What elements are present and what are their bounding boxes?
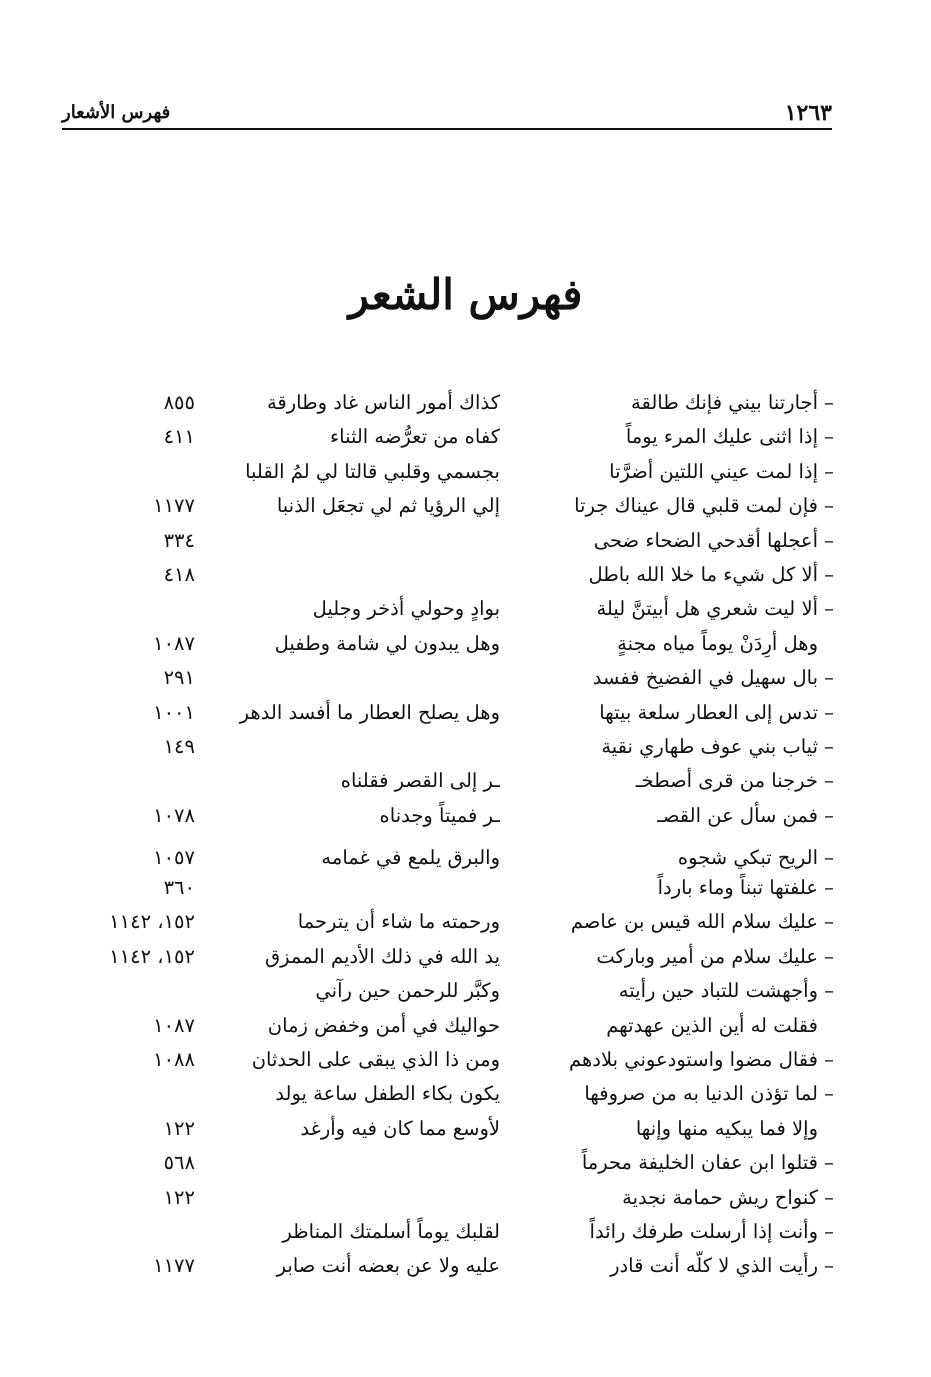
- second-hemistich: وكبَّر للرحمن حين رآني: [315, 979, 500, 1003]
- page-reference: ١١٧٧: [153, 494, 195, 518]
- first-hemistich: عليك سلام الله قيس بن عاصم: [570, 910, 818, 934]
- page-reference: [70, 594, 195, 624]
- second-hemistich: ورحمته ما شاء أن يترحما: [297, 910, 500, 934]
- row-dash: –: [824, 459, 834, 483]
- page-reference: ١٥٢، ١١٤٢: [109, 944, 195, 968]
- second-hemistich: كذاك أمور الناس غاد وطارقة: [266, 391, 500, 414]
- list-item: [0, 1114, 931, 1144]
- second-hemistich: يكون بكاء الطفل ساعة يولد: [275, 1082, 500, 1106]
- row-dash: –: [824, 391, 834, 414]
- first-hemistich: وهل أرِدَنْ يوماً مياه مجنةٍ: [617, 631, 818, 655]
- row-dash: –: [824, 846, 834, 869]
- page-reference: ٣٦٠: [163, 876, 195, 899]
- list-item: [0, 976, 931, 1006]
- row-dash: –: [824, 803, 834, 827]
- list-item: [0, 801, 931, 831]
- list-item: [0, 843, 931, 873]
- row-dash: –: [824, 1082, 834, 1106]
- list-item: [0, 907, 931, 937]
- list-item: [0, 766, 931, 796]
- list-item: [0, 732, 931, 762]
- second-hemistich: كفاه من تعرُّضه الثناء: [329, 425, 500, 449]
- first-hemistich: أجارتنا بيني فإنك طالقة: [631, 391, 818, 414]
- page-reference: ٢٩١: [163, 666, 195, 690]
- second-hemistich: ـر فميتاً وجدناه: [379, 803, 500, 827]
- page-reference: ٤١١: [163, 425, 195, 449]
- second-hemistich: لقلبك يوماً أسلمتك المناظر: [282, 1220, 500, 1243]
- row-dash: –: [824, 666, 834, 690]
- list-item: [0, 1011, 931, 1041]
- row-dash: [818, 629, 840, 659]
- list-item: [0, 1045, 931, 1075]
- page-reference: ٣٣٤: [163, 528, 195, 552]
- list-item: [0, 422, 931, 452]
- page-reference: ١٢٢: [163, 1185, 195, 1209]
- first-hemistich: خرجنا من قرى أصطخـ: [635, 769, 818, 793]
- row-dash: –: [824, 1254, 834, 1278]
- list-item: [0, 491, 931, 521]
- second-hemistich: لأوسع مما كان فيه وأرغد: [300, 1116, 500, 1140]
- first-hemistich: ثياب بني عوف طهاري نقية: [601, 735, 818, 758]
- second-hemistich: يد الله في ذلك الأديم الممزق: [265, 944, 500, 968]
- row-dash: –: [824, 528, 834, 552]
- second-hemistich: [215, 1148, 500, 1178]
- second-hemistich: بوادٍ وحولي أذخر وجليل: [312, 597, 500, 621]
- second-hemistich: إلي الرؤيا ثم لي تجعَل الذنبا: [276, 494, 500, 518]
- page-reference: ١١٧٧: [153, 1254, 195, 1278]
- first-hemistich: كنواح ريش حمامة نجدية: [622, 1185, 818, 1209]
- first-hemistich: لما تؤذن الدنيا به من صروفها: [584, 1082, 818, 1106]
- page-reference: ٤١٨: [163, 563, 195, 586]
- row-dash: –: [824, 425, 834, 449]
- list-item: [0, 1079, 931, 1109]
- page-reference: ١٢٢: [163, 1116, 195, 1140]
- page-reference: ٨٥٥: [163, 391, 195, 414]
- row-dash: –: [824, 1048, 834, 1071]
- first-hemistich: وإلا فما يبكيه منها وإنها: [635, 1116, 818, 1140]
- first-hemistich: تدس إلى العطار سلعة بيتها: [599, 700, 818, 724]
- list-item: [0, 1251, 931, 1281]
- list-item: [0, 560, 931, 590]
- page-reference: ١٠٨٨: [153, 1048, 195, 1071]
- row-dash: [818, 1011, 840, 1041]
- second-hemistich: [215, 526, 500, 556]
- list-item: [0, 873, 931, 903]
- first-hemistich: علفتها تبناً وماء بارداً: [657, 876, 818, 899]
- first-hemistich: ألا ليت شعري هل أبيتنَّ ليلة: [596, 597, 818, 621]
- page-number: ١٢٦٣: [784, 100, 832, 126]
- row-dash: –: [824, 494, 834, 518]
- row-dash: –: [824, 1220, 834, 1243]
- page-reference: ١٠٨٧: [153, 631, 195, 655]
- first-hemistich: الريح تبكي شجوه: [677, 846, 818, 869]
- second-hemistich: [215, 732, 500, 762]
- row-dash: –: [824, 597, 834, 621]
- page-reference: [70, 976, 195, 1006]
- second-hemistich: [215, 663, 500, 693]
- row-dash: –: [824, 876, 834, 899]
- second-hemistich: [215, 873, 500, 903]
- page-reference: ١٥٢، ١١٤٢: [109, 910, 195, 934]
- row-dash: –: [824, 979, 834, 1003]
- page-reference: [70, 1217, 195, 1247]
- first-hemistich: فإن لمت قلبي قال عيناك جرتا: [574, 494, 818, 518]
- second-hemistich: وهل يصلح العطار ما أفسد الدهر: [239, 700, 500, 724]
- first-hemistich: أعجلها أقدحي الضحاء ضحى: [593, 528, 818, 552]
- list-item: [0, 698, 931, 728]
- list-item: [0, 1183, 931, 1213]
- first-hemistich: فقلت له أين الذين عهدتهم: [606, 1013, 818, 1037]
- first-hemistich: عليك سلام من أمير وباركت: [596, 944, 818, 968]
- row-dash: –: [824, 1151, 834, 1175]
- first-hemistich: وأجهشت للتباد حين رأيته: [618, 979, 818, 1003]
- row-dash: –: [824, 910, 834, 934]
- page-reference: ٥٦٨: [163, 1151, 195, 1175]
- list-item: [0, 526, 931, 556]
- page-reference: [70, 457, 195, 487]
- first-hemistich: إذا اثنى عليك المرء يوماً: [625, 425, 818, 449]
- page-reference: [70, 1079, 195, 1109]
- second-hemistich: ـر إلى القصر فقلناه: [340, 769, 500, 793]
- row-dash: –: [824, 944, 834, 968]
- section-name: فهرس الأشعار: [62, 102, 171, 123]
- row-dash: –: [824, 769, 834, 793]
- row-dash: –: [824, 735, 834, 758]
- list-item: [0, 663, 931, 693]
- first-hemistich: ألا كل شيء ما خلا الله باطل: [588, 563, 818, 586]
- first-hemistich: قتلوا ابن عفان الخليفة محرماً: [581, 1151, 818, 1175]
- page-reference: ١٤٩: [163, 735, 195, 758]
- first-hemistich: وأنت إذا أرسلت طرفك رائداً: [589, 1220, 818, 1243]
- list-item: [0, 388, 931, 418]
- row-dash: –: [824, 700, 834, 724]
- second-hemistich: بجسمي وقلبي قالتا لي لمُ القلبا: [245, 459, 500, 483]
- first-hemistich: رأيت الذي لا كلّه أنت قادر: [610, 1254, 818, 1278]
- page-reference: [70, 766, 195, 796]
- list-item: [0, 629, 931, 659]
- second-hemistich: [215, 560, 500, 590]
- first-hemistich: فمن سأل عن القصـ: [657, 803, 818, 827]
- first-hemistich: إذا لمت عيني اللتين أضرَّتا: [609, 459, 818, 483]
- list-item: [0, 457, 931, 487]
- row-dash: [818, 1114, 840, 1144]
- list-item: [0, 1148, 931, 1178]
- second-hemistich: حواليك في أمن وخفض زمان: [267, 1013, 500, 1037]
- running-head: [62, 100, 832, 130]
- list-item: [0, 594, 931, 624]
- second-hemistich: [215, 1183, 500, 1213]
- page-reference: ١٠٧٨: [153, 803, 195, 827]
- list-item: [0, 942, 931, 972]
- first-hemistich: بال سهيل في الفضيخ ففسد: [592, 666, 818, 690]
- list-item: [0, 1217, 931, 1247]
- second-hemistich: عليه ولا عن بعضه أنت صابر: [276, 1254, 500, 1278]
- second-hemistich: ومن ذا الذي يبقى على الحدثان: [251, 1048, 500, 1071]
- second-hemistich: وهل يبدون لي شامة وطفيل: [274, 631, 500, 655]
- page-title: فهرس الشعر: [348, 270, 583, 319]
- first-hemistich: فقال مضوا واستودعوني بلادهم: [569, 1048, 818, 1071]
- page-reference: ١٠٠١: [153, 700, 195, 724]
- page-reference: ١٠٥٧: [153, 846, 195, 869]
- second-hemistich: والبرق يلمع في غمامه: [321, 846, 500, 869]
- row-dash: –: [824, 563, 834, 586]
- row-dash: –: [824, 1185, 834, 1209]
- page-reference: ١٠٨٧: [153, 1013, 195, 1037]
